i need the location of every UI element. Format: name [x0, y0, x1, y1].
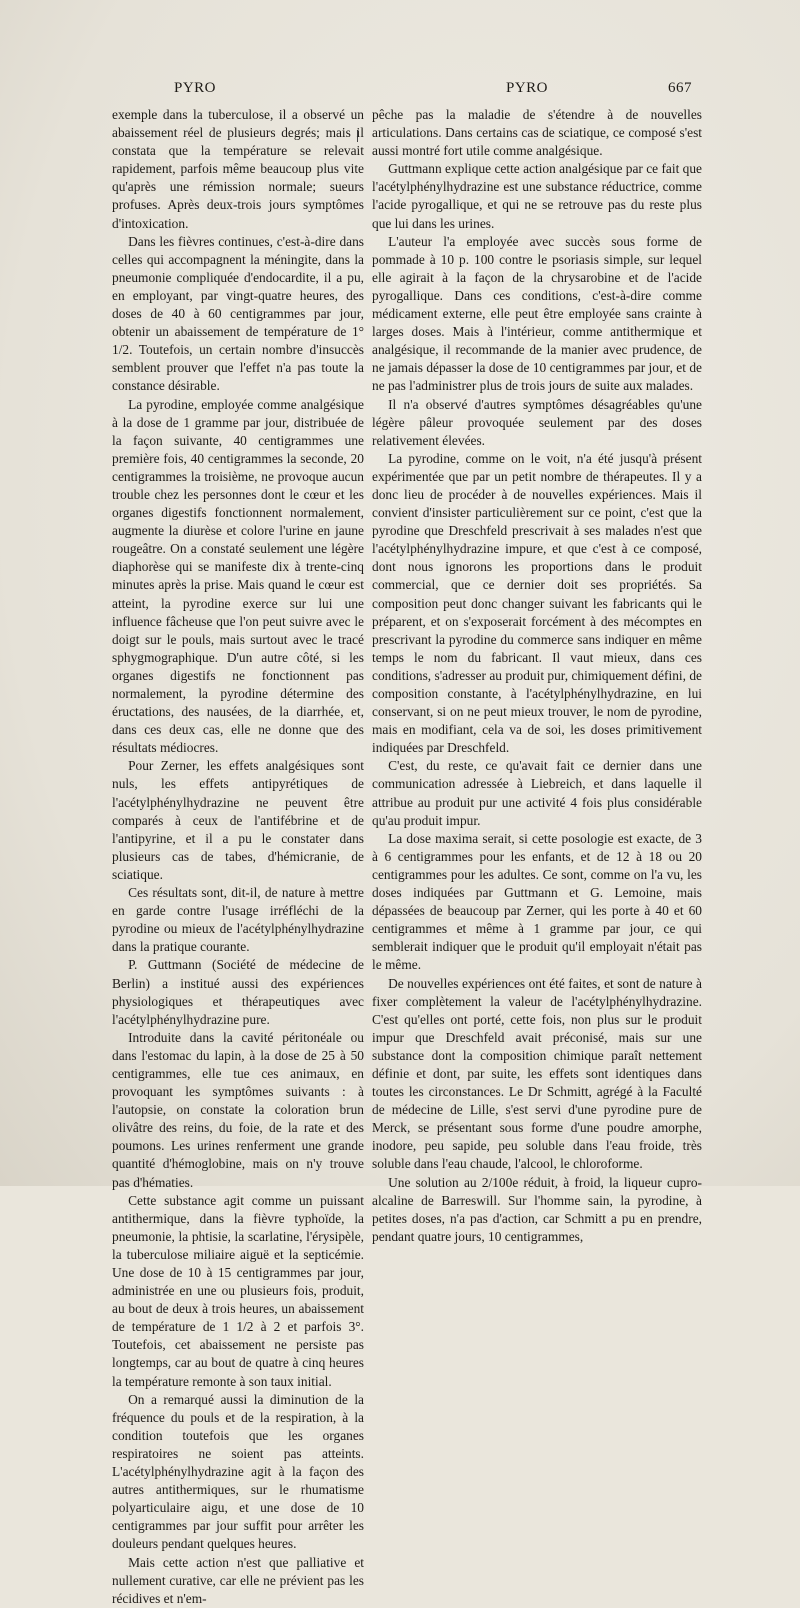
paragraph: Guttmann explique cette action analgésique par ce fait que l'acétylphénylhydrazine est une substance réductrice, comme l'acide pyrogallique, et qui ne se retrouve pas du reste plus que lui dans les urines.: [372, 161, 702, 231]
paragraph: Cette substance agit comme un puissant antithermique, dans la fièvre typhoïde, la pneumonie, la phtisie, la scarlatine, l'érysipèle, la tuberculose miliaire aiguë et la septicémie. Une dose de 10 à 15 centigrammes par jour, administrée en une ou plusieurs fois, produit, au bout de deux à trois heures, un abaissement de température de 1 1/2 à 2 et parfois 3°. Toutefois, cet abaissement ne persiste pas longtemps, car au bout de quatre à cinq heures la température remonte à son taux initial.: [112, 1192, 364, 1389]
paragraph: P. Guttmann (Société de médecine de Berlin) a institué aussi des expériences physiologiques et thérapeutiques avec l'acétylphénylhydrazine pure.: [112, 957, 364, 1027]
paragraph: La pyrodine, employée comme analgésique à la dose de 1 gramme par jour, distribuée de la façon suivante, 40 centigrammes une première fois, 40 centigrammes la seconde, 20 centigrammes la troisième, ne provoque aucun trouble chez les personnes dont le cœur et les organes digestifs fonctionnent normalement, augmente la diurèse et colore l'urine en jaune rougeâtre. On a constaté seulement une légère diaphorèse qui se manifeste dix à trente-cinq minutes après la prise. Mais quand le cœur est atteint, la pyrodine exerce sur lui une influence fâcheuse que l'on peut suivre avec le doigt sur le pouls, mais surtout avec le tracé sphygmographique. D'un autre côté, si les organes digestifs ne fonctionnent pas normalement, la pyrodine détermine des éructations, des nausées, de la diarrhée, et, dans ces deux cas, elle ne donne que des résultats médiocres.: [112, 396, 364, 756]
paragraph: L'auteur l'a employée avec succès sous forme de pommade à 10 p. 100 contre le psoriasis simple, sur lequel elle agirait à la façon de la chrysarobine et de l'acide pyrogallique. Dans ces conditions, c'est-à-dire comme médicament externe, elle peut être employée sans crainte à larges doses. Mais à l'intérieur, comme antithermique et analgésique, il recommande de la manier avec prudence, de ne jamais dépasser la dose de 10 centigrammes par jour, et de ne pas l'administrer plus de trois jours de suite aux malades.: [372, 233, 702, 394]
paragraph: pêche pas la maladie de s'étendre à de nouvelles articulations. Dans certains cas de sciatique, ce composé s'est aussi montré fort utile comme analgésique.: [372, 107, 702, 159]
right-column: [372, 106, 702, 1246]
paragraph: exemple dans la tuberculose, il a observé un abaissement réel de plusieurs degrés; mais il constata que la température se relevait rapidement, parfois même beaucoup plus vite qu'après une rémission normale; sueurs profuses. Après deux-trois jours symptômes d'intoxication.: [112, 107, 364, 231]
paragraph: Mais cette action n'est que palliative et nullement curative, car elle ne prévient pas les récidives et n'em-: [112, 1554, 364, 1606]
paragraph: C'est, du reste, ce qu'avait fait ce dernier dans une communication adressée à Liebreich, et dans laquelle il attribue au produit pur une activité 4 fois plus considérable qu'au produit impur.: [372, 758, 702, 828]
paragraph: Dans les fièvres continues, c'est-à-dire dans celles qui accompagnent la méningite, dans la pneumonie compliquée d'endocardite, il a pu, en employant, par vingt-quatre heures, des doses de 40 à 60 centigrammes par jour, obtenir un abaissement de température de 1° 1/2. Toutefois, un certain nombre d'insuccès semblent prouver que l'effet n'a pas toute la constance désirable.: [112, 233, 364, 394]
paragraph: Introduite dans la cavité péritonéale ou dans l'estomac du lapin, à la dose de 25 à 50 centigrammes, elle tue ces animaux, en provoquant les symptômes suivants : à l'autopsie, on constate la coloration brun olivâtre des reins, du foie, de la rate et des poumons. Les urines renferment une grande quantité d'hémoglobine, mais on n'y trouve pas d'hématies.: [112, 1029, 364, 1190]
left-column: [112, 106, 364, 1608]
paragraph: On a remarqué aussi la diminution de la fréquence du pouls et de la respiration, à la condition toutefois que les organes respiratoires ne soient pas atteints. L'acétylphénylhydrazine agit à la façon des autres antithermiques, sur le rhumatisme polyarticulaire aigu, et une dose de 10 centigrammes par jour suffit pour arrêter les douleurs pendant quelques heures.: [112, 1391, 364, 1552]
paragraph: De nouvelles expériences ont été faites, et sont de nature à fixer complètement la valeur de l'acétylphénylhydrazine. C'est qu'elles ont porté, cette fois, non plus sur le produit impur que Dreschfeld avait préconisé, mais sur une substance dont la composition chimique paraît nettement définie et dont, par suite, les effets sont identiques dans toutes les circonstances. Le Dr Schmitt, agrégé à la Faculté de médecine de Lille, s'est servi d'une pyrodine pure de Merck, se présentant sous forme d'une poudre amorphe, inodore, peu sapide, peu soluble dans l'eau froide, très soluble dans l'eau chaude, l'alcool, le chloroforme.: [372, 975, 702, 1172]
page-number: 667: [668, 80, 692, 96]
paragraph: La dose maxima serait, si cette posologie est exacte, de 3 à 6 centigrammes pour les enfants, et de 12 à 18 ou 20 centigrammes pour les adultes. Ce sont, comme on l'a vu, les doses indiquées par Guttmann et G. Lemoine, mais dépassées de beaucoup par Zerner, qui les porte à 40 et 60 centigrammes et même à 1 gramme par jour, ce qui semblerait indiquer que le produit qu'il employait n'était pas le même.: [372, 830, 702, 973]
paragraph: La pyrodine, comme on le voit, n'a été jusqu'à présent expérimentée que par un petit nombre de thérapeutes. Il y a donc lieu de procéder à de nouvelles expériences. Mais il convient d'insister particulièrement sur ce point, c'est que la pyrodine que Dreschfeld prescrivait à ses malades n'est que l'acétylphénylhydrazine impure, et que c'est à ce composé, dont nous ignorons les proportions dans le produit commercial, que ce dernier doit ses propriétés. Sa composition peut donc changer suivant les fabricants qui le préparent, et on s'exposerait forcément à des mécomptes en prescrivant la pyrodine du commerce sans indiquer en même temps le nom du fabricant. Il vaut mieux, dans ces conditions, s'adresser au produit pur, chimiquement défini, de composition constante, à l'acétylphénylhydrazine, en lui conservant, si on ne peut mieux trouver, le nom de pyrodine, mais en modifiant, cela va de soi, les doses primitivement indiquées par Dreschfeld.: [372, 450, 702, 756]
running-head-left: PYRO: [174, 80, 217, 96]
paragraph: Ces résultats sont, dit-il, de nature à mettre en garde contre l'usage irréfléchi de la pyrodine ou mieux de l'acétylphénylhydrazine dans la pratique courante.: [112, 885, 364, 955]
running-head-right: PYRO: [506, 80, 549, 96]
paragraph: Il n'a observé d'autres symptômes désagréables qu'une légère pâleur provoquée seulement par des doses relativement élevées.: [372, 396, 702, 448]
paragraph: Une solution au 2/100e réduit, à froid, la liqueur cupro-alcaline de Barreswill. Sur l'homme sain, la pyrodine, à petites doses, n'a pas d'action, car Schmitt a pu en prendre, pendant quatre jours, 10 centigrammes,: [372, 1174, 702, 1244]
paragraph: Pour Zerner, les effets analgésiques sont nuls, les effets antipyrétiques de l'acétylphénylhydrazine ne peuvent être comparés à ceux de l'antifébrine et de l'antipyrine, et il a pu le constater dans plusieurs cas de tabes, d'hémicranie, de sciatique.: [112, 758, 364, 882]
